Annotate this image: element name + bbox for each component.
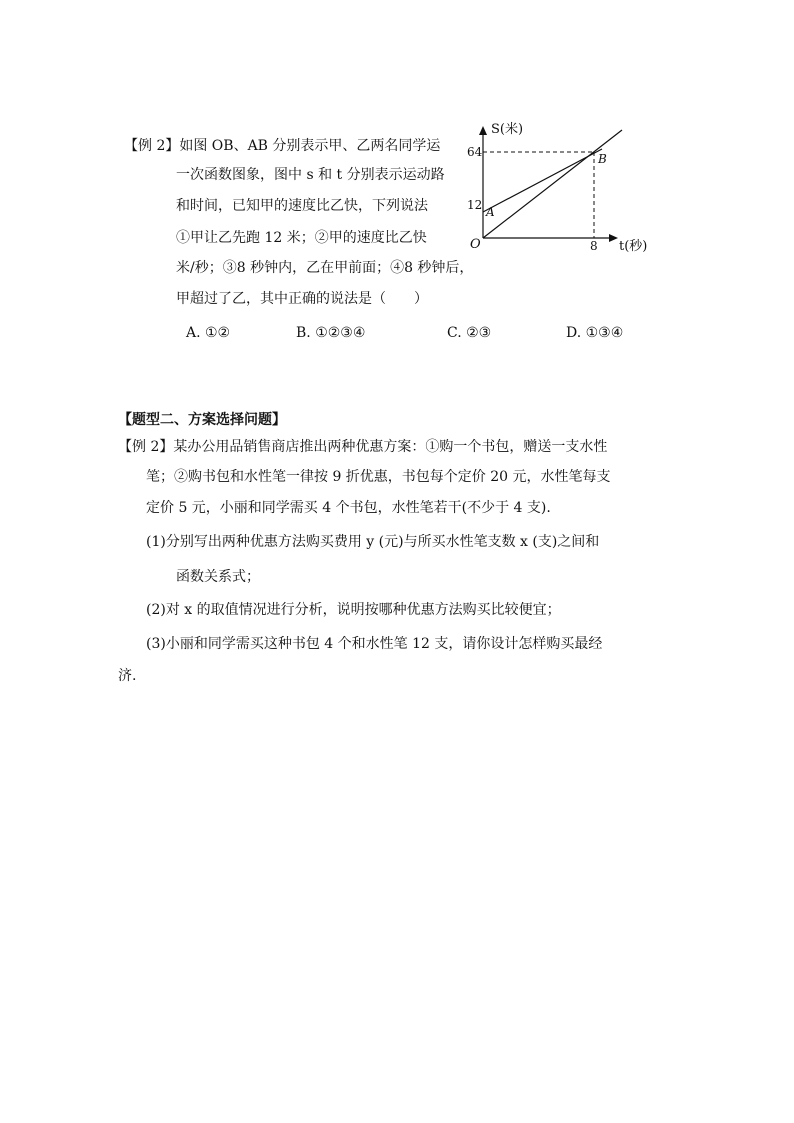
example1-line-5: 米/秒；③8 秒钟内，乙在甲前面；④8 秒钟后，: [176, 260, 474, 276]
example1-line-4: ①甲让乙先跑 12 米；②甲的速度比乙快: [176, 230, 427, 246]
example1-line-2: 一次函数图象，图中 s 和 t 分别表示运动路: [176, 167, 445, 183]
point-b-label: B: [598, 152, 607, 166]
section2-line-4: (1)分别写出两种优惠方法购买费用 y (元)与所买水性笔支数 x (支)之间和: [146, 534, 600, 550]
y-axis-label: S(米): [491, 122, 524, 137]
section2-line-3: 定价 5 元，小丽和同学需买 4 个书包，水性笔若干(不少于 4 支).: [146, 500, 551, 516]
example1-line-6: 甲超过了乙，其中正确的说法是（ ）: [176, 291, 428, 307]
example1-line-1: 【例 2】如图 OB、AB 分别表示甲、乙两名同学运: [124, 138, 441, 154]
option-c: C. ②③: [447, 325, 492, 341]
x-tick-8: 8: [590, 239, 598, 253]
section2-line-8: 济.: [118, 668, 137, 684]
option-a: A. ①②: [186, 325, 231, 341]
section2-line-7: (3)小丽和同学需买这种书包 4 个和水性笔 12 支，请你设计怎样购买最经: [146, 636, 603, 652]
section2-heading: 【题型二、方案选择问题】: [118, 412, 286, 428]
graph-backdrop: [463, 116, 663, 256]
example1-line-3: 和时间，已知甲的速度比乙快，下列说法: [176, 198, 428, 214]
section2-line-5: 函数关系式；: [176, 569, 260, 585]
section2-line-2: 笔；②购书包和水性笔一律按 9 折优惠，书包每个定价 20 元，水性笔每支: [146, 469, 611, 485]
y-tick-12: 12: [467, 198, 483, 212]
option-d: D. ①③④: [566, 325, 624, 341]
origin-label: O: [470, 237, 481, 252]
option-b: B. ①②③④: [296, 325, 366, 341]
point-a-label: A: [486, 205, 495, 219]
y-tick-64: 64: [467, 145, 483, 159]
section2-line-1: 【例 2】某办公用品销售商店推出两种优惠方案：①购一个书包，赠送一支水性: [118, 439, 608, 455]
x-axis-label: t(秒): [619, 239, 648, 254]
section2-line-6: (2)对 x 的取值情况进行分析，说明按哪种优惠方法购买比较便宜；: [146, 602, 561, 618]
